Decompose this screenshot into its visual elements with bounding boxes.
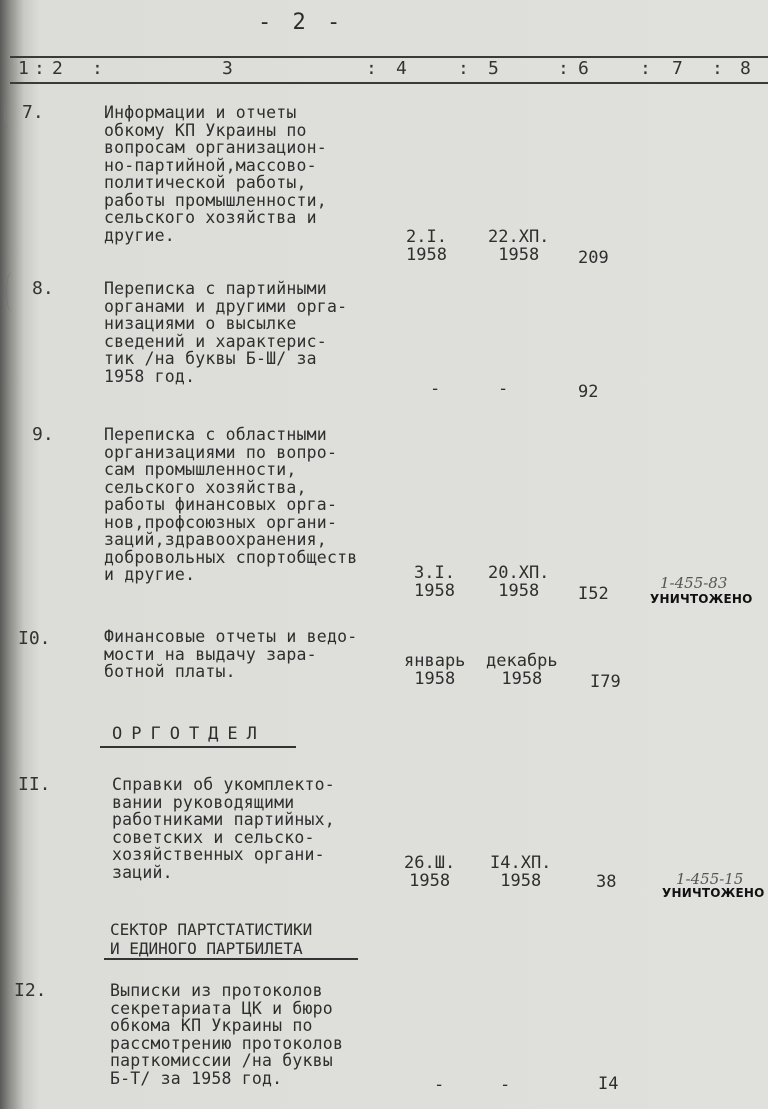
row-number: 9.: [32, 424, 54, 445]
row-sheet-count: 209: [578, 248, 609, 268]
row-sheet-count: I79: [590, 672, 621, 692]
row-end-date: 22.XП. 1958: [488, 227, 550, 265]
row-title: Переписка с партийными органами и другими орга- низациями о высылке сведений и характерис- тик /на буквы Б-Ш/ за 1958 год.: [104, 279, 348, 386]
destroyed-stamp: УНИЧТОЖЕНО: [662, 886, 765, 900]
row-start-date: 2.I. 1958: [406, 227, 447, 265]
row-end-date: декабрь 1958: [486, 651, 558, 689]
row-sheet-count: 92: [578, 382, 599, 402]
row-title: Переписка с областными организациями по вопро- сам промышленности, сельского хозяйства, работы финансовых орга- нов,профсоюзных органи- заций,здравоохранения, добровольных спортобществ и другие.: [104, 425, 358, 584]
col-header-4: 4: [396, 58, 407, 79]
row-number: II.: [18, 774, 51, 795]
header-rule-bottom: [10, 82, 768, 84]
row-number: I0.: [18, 628, 51, 649]
row-start-date: 26.Ш. 1958: [404, 853, 456, 891]
row-title: Справки об укомплекто- вании руководящими работниками партийных, советских и сельско- хозяйственных органи- заций.: [112, 775, 335, 882]
destroyed-stamp: УНИЧТОЖЕНО: [650, 592, 753, 606]
row-end-date: -: [500, 1075, 511, 1095]
col-header-5: 5: [488, 58, 499, 79]
row-end-date: I4.XП. 1958: [490, 853, 552, 891]
page-number: - 2 -: [258, 10, 345, 35]
row-end-date: -: [498, 379, 509, 399]
row-end-date: 20.XП. 1958: [488, 563, 550, 601]
row-sheet-count: 38: [596, 872, 617, 892]
col-header-1: 1: [18, 58, 29, 79]
header-rule-top: [10, 56, 768, 58]
row-sheet-count: I52: [578, 584, 609, 604]
col-header-3: 3: [222, 58, 233, 79]
archive-page: - 2 - 1 : 2 : 3 : 4 : 5 : 6 : 7 : 8 7. Информации и отчеты обкому КП Украины по вопросам организацион- но-партийной,массово- политической работы, работы промышленности, сельского хозяйства и другие. 2.I. 1958 22.XП. 1958 209 8. Переписка с партийными органами и другими орга- низациями о высылке сведений и характерис- тик /на буквы Б-Ш/ за 1958 год. - - 92 9. Переписка с областными организациями по вопро- сам промышленности, сельского хозяйства, работы финансовых орга- нов,профсоюзных органи- заций,здравоохранения, добровольных спортобществ и другие. 3.I. 1958 20.XП. 1958 I52 1-455-83 УНИЧТОЖЕНО I0. Финансовые отчеты и ведо- мости на выдачу зара- ботной платы. январь 1958 декабрь 1958 I79 ОРГОТДЕЛ II. Справки об укомплекто- вании руководящими работниками партийных, советских и сельско- хозяйственных органи- заций. 26.Ш. 1958 I4.XП. 1958 38 1-455-15 УНИЧТОЖЕНО СЕКТОР ПАРТСТАТИСТИКИ И ЕДИНОГО ПАРТБИЛЕТА I2. Выписки из протоколов секретариата ЦК и бюро обкома КП Украины по рассмотрению протоколов парткомиссии /на буквы Б-Т/ за 1958 год. - - I4: [0, 0, 768, 1109]
col-header-8: 8: [740, 58, 751, 79]
section-underline: [104, 958, 358, 960]
handwritten-note: 1-455-83: [660, 574, 728, 592]
row-number: 7.: [22, 102, 44, 123]
row-title: Выписки из протоколов секретариата ЦК и бюро обкома КП Украины по рассмотрению протоколов парткомиссии /на буквы Б-Т/ за 1958 год.: [110, 981, 344, 1088]
section-heading-orgotdel: ОРГОТДЕЛ: [112, 724, 266, 744]
handwritten-note: 1-455-15: [676, 870, 744, 888]
col-header-6: 6: [578, 58, 589, 79]
section-heading-sector: СЕКТОР ПАРТСТАТИСТИКИ И ЕДИНОГО ПАРТБИЛЕТА: [110, 920, 313, 958]
row-number: 8.: [32, 278, 54, 299]
row-title: Финансовые отчеты и ведо- мости на выдачу зара- ботной платы.: [104, 627, 358, 681]
row-title: Информации и отчеты обкому КП Украины по вопросам организацион- но-партийной,массово- политической работы, работы промышленности, сельского хозяйства и другие.: [104, 103, 327, 245]
row-number: I2.: [14, 980, 47, 1001]
row-start-date: 3.I. 1958: [414, 563, 455, 601]
section-underline: [100, 746, 296, 748]
row-start-date: январь 1958: [404, 651, 466, 689]
col-header-2: 2: [52, 58, 63, 79]
col-header-7: 7: [672, 58, 683, 79]
pencil-tick-icon: [6, 272, 17, 312]
row-start-date: -: [430, 379, 441, 399]
pencil-tick-icon: [4, 96, 15, 130]
row-start-date: -: [434, 1075, 445, 1095]
row-sheet-count: I4: [598, 1074, 619, 1094]
